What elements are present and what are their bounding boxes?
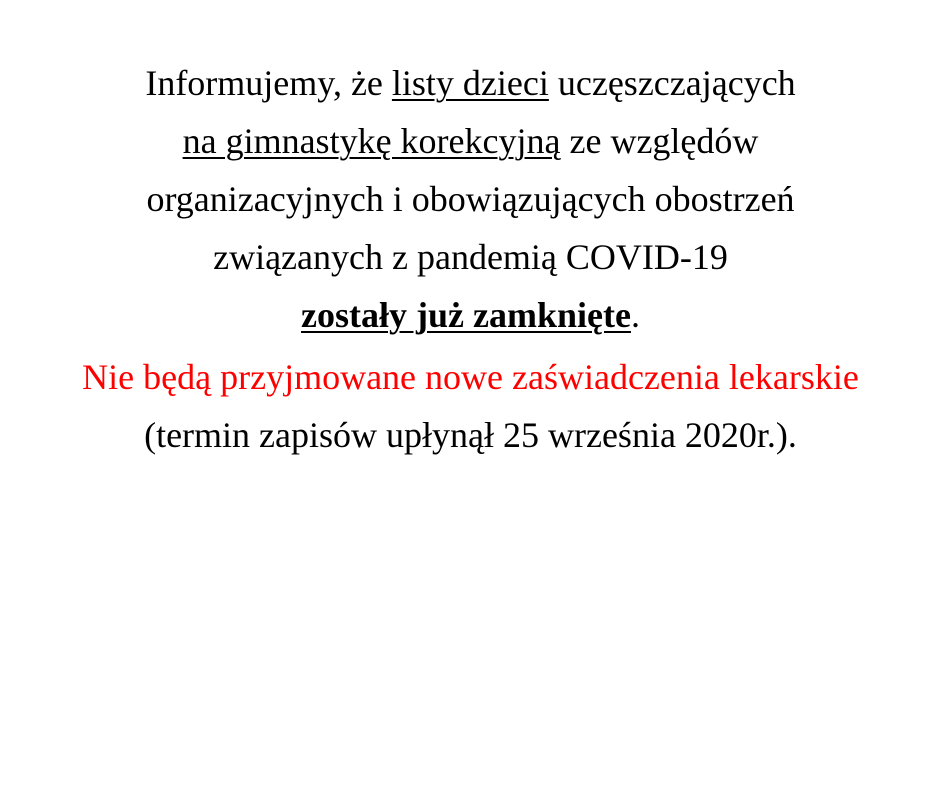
notice-line-5 xyxy=(0,286,941,344)
notice-underlined-children-lists: listy dzieci xyxy=(391,63,549,103)
notice-text-block xyxy=(0,54,941,464)
notice-line-2-end: ze względów xyxy=(560,121,759,161)
notice-line-4: związanych z pandemią COVID-19 xyxy=(213,237,728,277)
notice-line-1-end: uczęszczających xyxy=(548,63,796,103)
notice-deadline-line: (termin zapisów upłynął 25 września 2020r.). xyxy=(144,415,797,455)
notice-closed-period: . xyxy=(630,295,640,335)
notice-line-2 xyxy=(0,112,941,170)
notice-line-1 xyxy=(0,54,941,112)
notice-line-1-intro: Informujemy, że xyxy=(145,63,392,103)
notice-warning-line: Nie będą przyjmowane nowe zaświadczenia lekarskie xyxy=(82,357,859,397)
notice-underlined-corrective-gymnastics: na gimnastykę korekcyjną xyxy=(182,121,561,161)
notice-closed-statement: zostały już zamknięte xyxy=(301,295,631,335)
notice-line-3: organizacyjnych i obowiązujących obostrzeń xyxy=(146,179,795,219)
